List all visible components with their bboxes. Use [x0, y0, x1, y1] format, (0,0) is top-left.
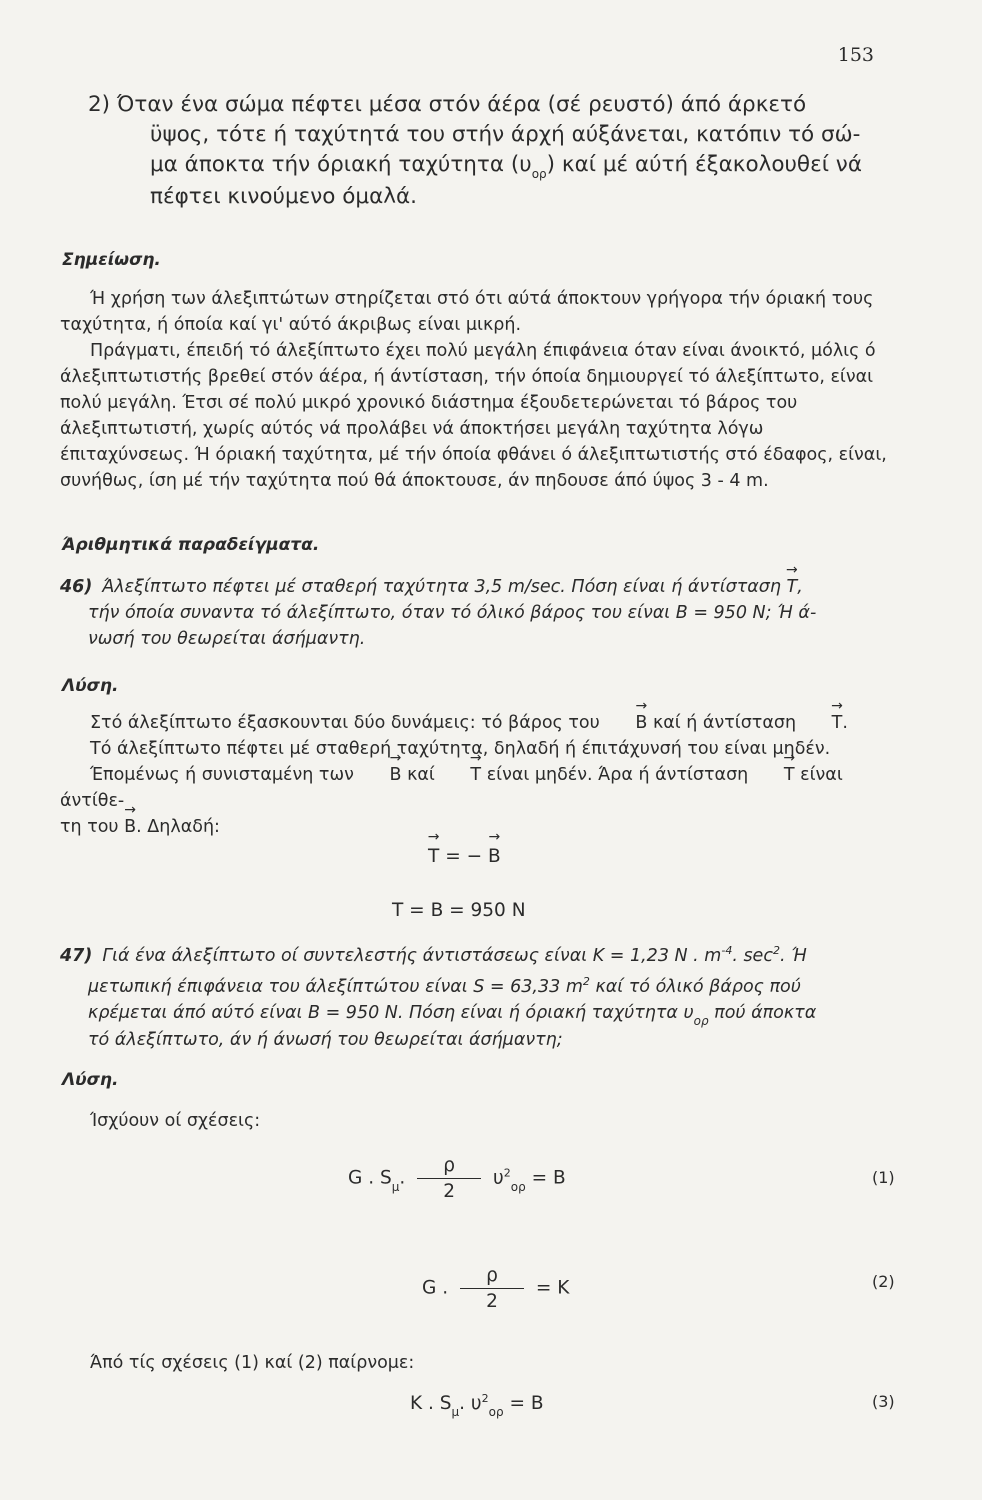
solution-46-heading: Λύση. [62, 676, 119, 696]
problem-47-number: 47) [60, 945, 93, 966]
problem-47: 47) Γιά ένα άλεξίπτωτο οί συντελεστής άντιστάσεως είναι K = 1,23 N . $m^{-4}$. $\sec^2$. Ή μετωπική έπιφάνεια του άλεξίπτώτου είναι S = 63,33 $m^2$ καί τό όλικό βάρος πού κρέμεται άπό αύτό είναι B = 950 N. Πόση είναι ή όριακή ταχύτητα $\upsilon_{o\rho}$ πού άποκτα τό άλεξίπτωτο, άν ή άνωσή του θεωρείται άσήμαντη; [60, 938, 898, 1053]
note-heading: Σημείωση. [62, 250, 161, 270]
equation-3: K . $S_\mu$. $\upsilon^2_{o\rho} = B$ [410, 1392, 544, 1420]
item-2-line-4: πέφτει κινούμενο όμαλά. [150, 184, 418, 209]
equation-3-number: (3) [872, 1392, 895, 1411]
page-number: 153 [837, 44, 874, 66]
problem-47-line-3: κρέμεται άπό αύτό είναι B = 950 N. Πόση είναι ή όριακή ταχύτητα $\upsilon_{o\rho}$ πού άποκτα [88, 1002, 817, 1028]
solution-47-intro: Ίσχύουν οί σχέσεις: [90, 1111, 261, 1131]
item-2-line-1: 2) Όταν ένα σώμα πέφτει μέσα στόν άέρα (σέ ρευστό) άπό άρκετό [88, 92, 807, 117]
vector-t-symbol: → T [802, 710, 843, 736]
vector-t-symbol: → T [787, 574, 798, 600]
note-paragraph-1: Ή χρήση των άλεξιπτώτων στηρίζεται στό ότι αύτά άποκτουν γρήγορα τήν όριακή τους ταχύτητα, ή όποία καί γι' αύτό άκριβως είναι μικρή. [60, 289, 874, 335]
problem-47-line-2: μετωπική έπιφάνεια του άλεξίπτώτου είναι S = 63,33 $m^2$ καί τό όλικό βάρος πού [88, 974, 801, 997]
problem-46: 46) Άλεξίπτωτο πέφτει μέ σταθερή ταχύτητα 3,5 m/sec. Πόση είναι ή άντίσταση → T, τήν όποία συναντα τό άλεξίπτωτο, όταν τό όλικό βάρος του είναι B = 950 N; Ή ά- νωσή του θεωρείται άσήμαντη. [60, 574, 898, 652]
problem-46-line-3: νωσή του θεωρείται άσήμαντη. [88, 629, 366, 649]
solution-46-line-2: Τό άλεξίπτωτο πέφτει μέ σταθερή ταχύτητα, δηλαδή ή έπιτάχυνσή του είναι μηδέν. [90, 739, 831, 759]
problem-46-number: 46) [60, 577, 93, 597]
note-body [60, 286, 898, 494]
item-2-line-3: μα άποκτα τήν όριακή ταχύτητα $(\upsilon_{o\rho})$ καί μέ αύτή έξακολουθεί νά [150, 152, 862, 181]
examples-heading: Άριθμητικά παραδείγματα. [62, 535, 320, 555]
solution-46-line-4: τη του → B. Δηλαδή: [60, 814, 898, 840]
problem-47-line-4: τό άλεξίπτωτο, άν ή άνωσή του θεωρείται άσήμαντη; [88, 1029, 563, 1050]
from-relations-text: Άπό τίς σχέσεις (1) καί (2) παίρνομε: [90, 1353, 415, 1373]
equation-vector-t-equals-minus-b: → T = − → B [428, 846, 501, 867]
problem-46-line-2: τήν όποία συναντα τό άλεξίπτωτο, όταν τό όλικό βάρος του είναι B = 950 N; Ή ά- [88, 603, 817, 623]
item-2-line-2: ϋψος, τότε ή ταχύτητά του στήν άρχή αύξάνεται, κατόπιν τό σώ- [150, 122, 861, 147]
equation-2: G . $\frac{\rho}{2}$ = K [422, 1265, 570, 1312]
solution-46-body [60, 710, 898, 840]
item-2-paragraph [88, 90, 903, 212]
rho-over-2-fraction: $\frac{\rho}{2}$ [460, 1265, 524, 1312]
equation-1-number: (1) [872, 1168, 895, 1187]
note-paragraph-2: Πράγματι, έπειδή τό άλεξίπτωτο έχει πολύ μεγάλη έπιφάνεια όταν είναι άνοικτό, μόλις ό άλεξιπτωτιστής βρεθεί στόν άέρα, ή άντίσταση, τήν όποία δημιουργεί τό άλεξίπτωτο, είναι πολύ μεγάλη. Έτσι σέ πολύ μικρό χρονικό διάστημα έξουδετερώνεται τό βάρος του άλεξιπτωτιστή, χωρίς αύτός νά προλάβει νά άποκτήσει μεγάλη ταχύτητα λόγω έπιταχύνσεως. Ή όριακή ταχύτητα, μέ τήν όποία φθάνει ό άλεξιπτωτιστής στό έδαφος, είναι, συνήθως, ίση μέ τήν ταχύτητα πού θά άποκτουσε, άν πηδουσε άπό ύψος 3 - 4 m. [60, 341, 887, 491]
vector-b-symbol: → B [605, 710, 647, 736]
equation-1: G . $S_\mu$. $\frac{\rho}{2}$ $\upsilon^2_{o\rho} = B$ [348, 1155, 566, 1202]
solution-46-line-1: Στό άλεξίπτωτο έξασκουνται δύο δυνάμεις: τό βάρος του → B καί ή άντίσταση → T. [60, 710, 898, 736]
solution-46-line-3: Έπομένως ή συνισταμένη των → B καί → T είναι μηδέν. Άρα ή άντίσταση → T είναι άντίθε- [60, 762, 898, 814]
rho-over-2-fraction: $\frac{\rho}{2}$ [417, 1155, 481, 1202]
equation-2-number: (2) [872, 1272, 895, 1291]
solution-47-heading: Λύση. [62, 1070, 119, 1090]
equation-t-equals-950: T = B = 950 N [392, 900, 526, 921]
